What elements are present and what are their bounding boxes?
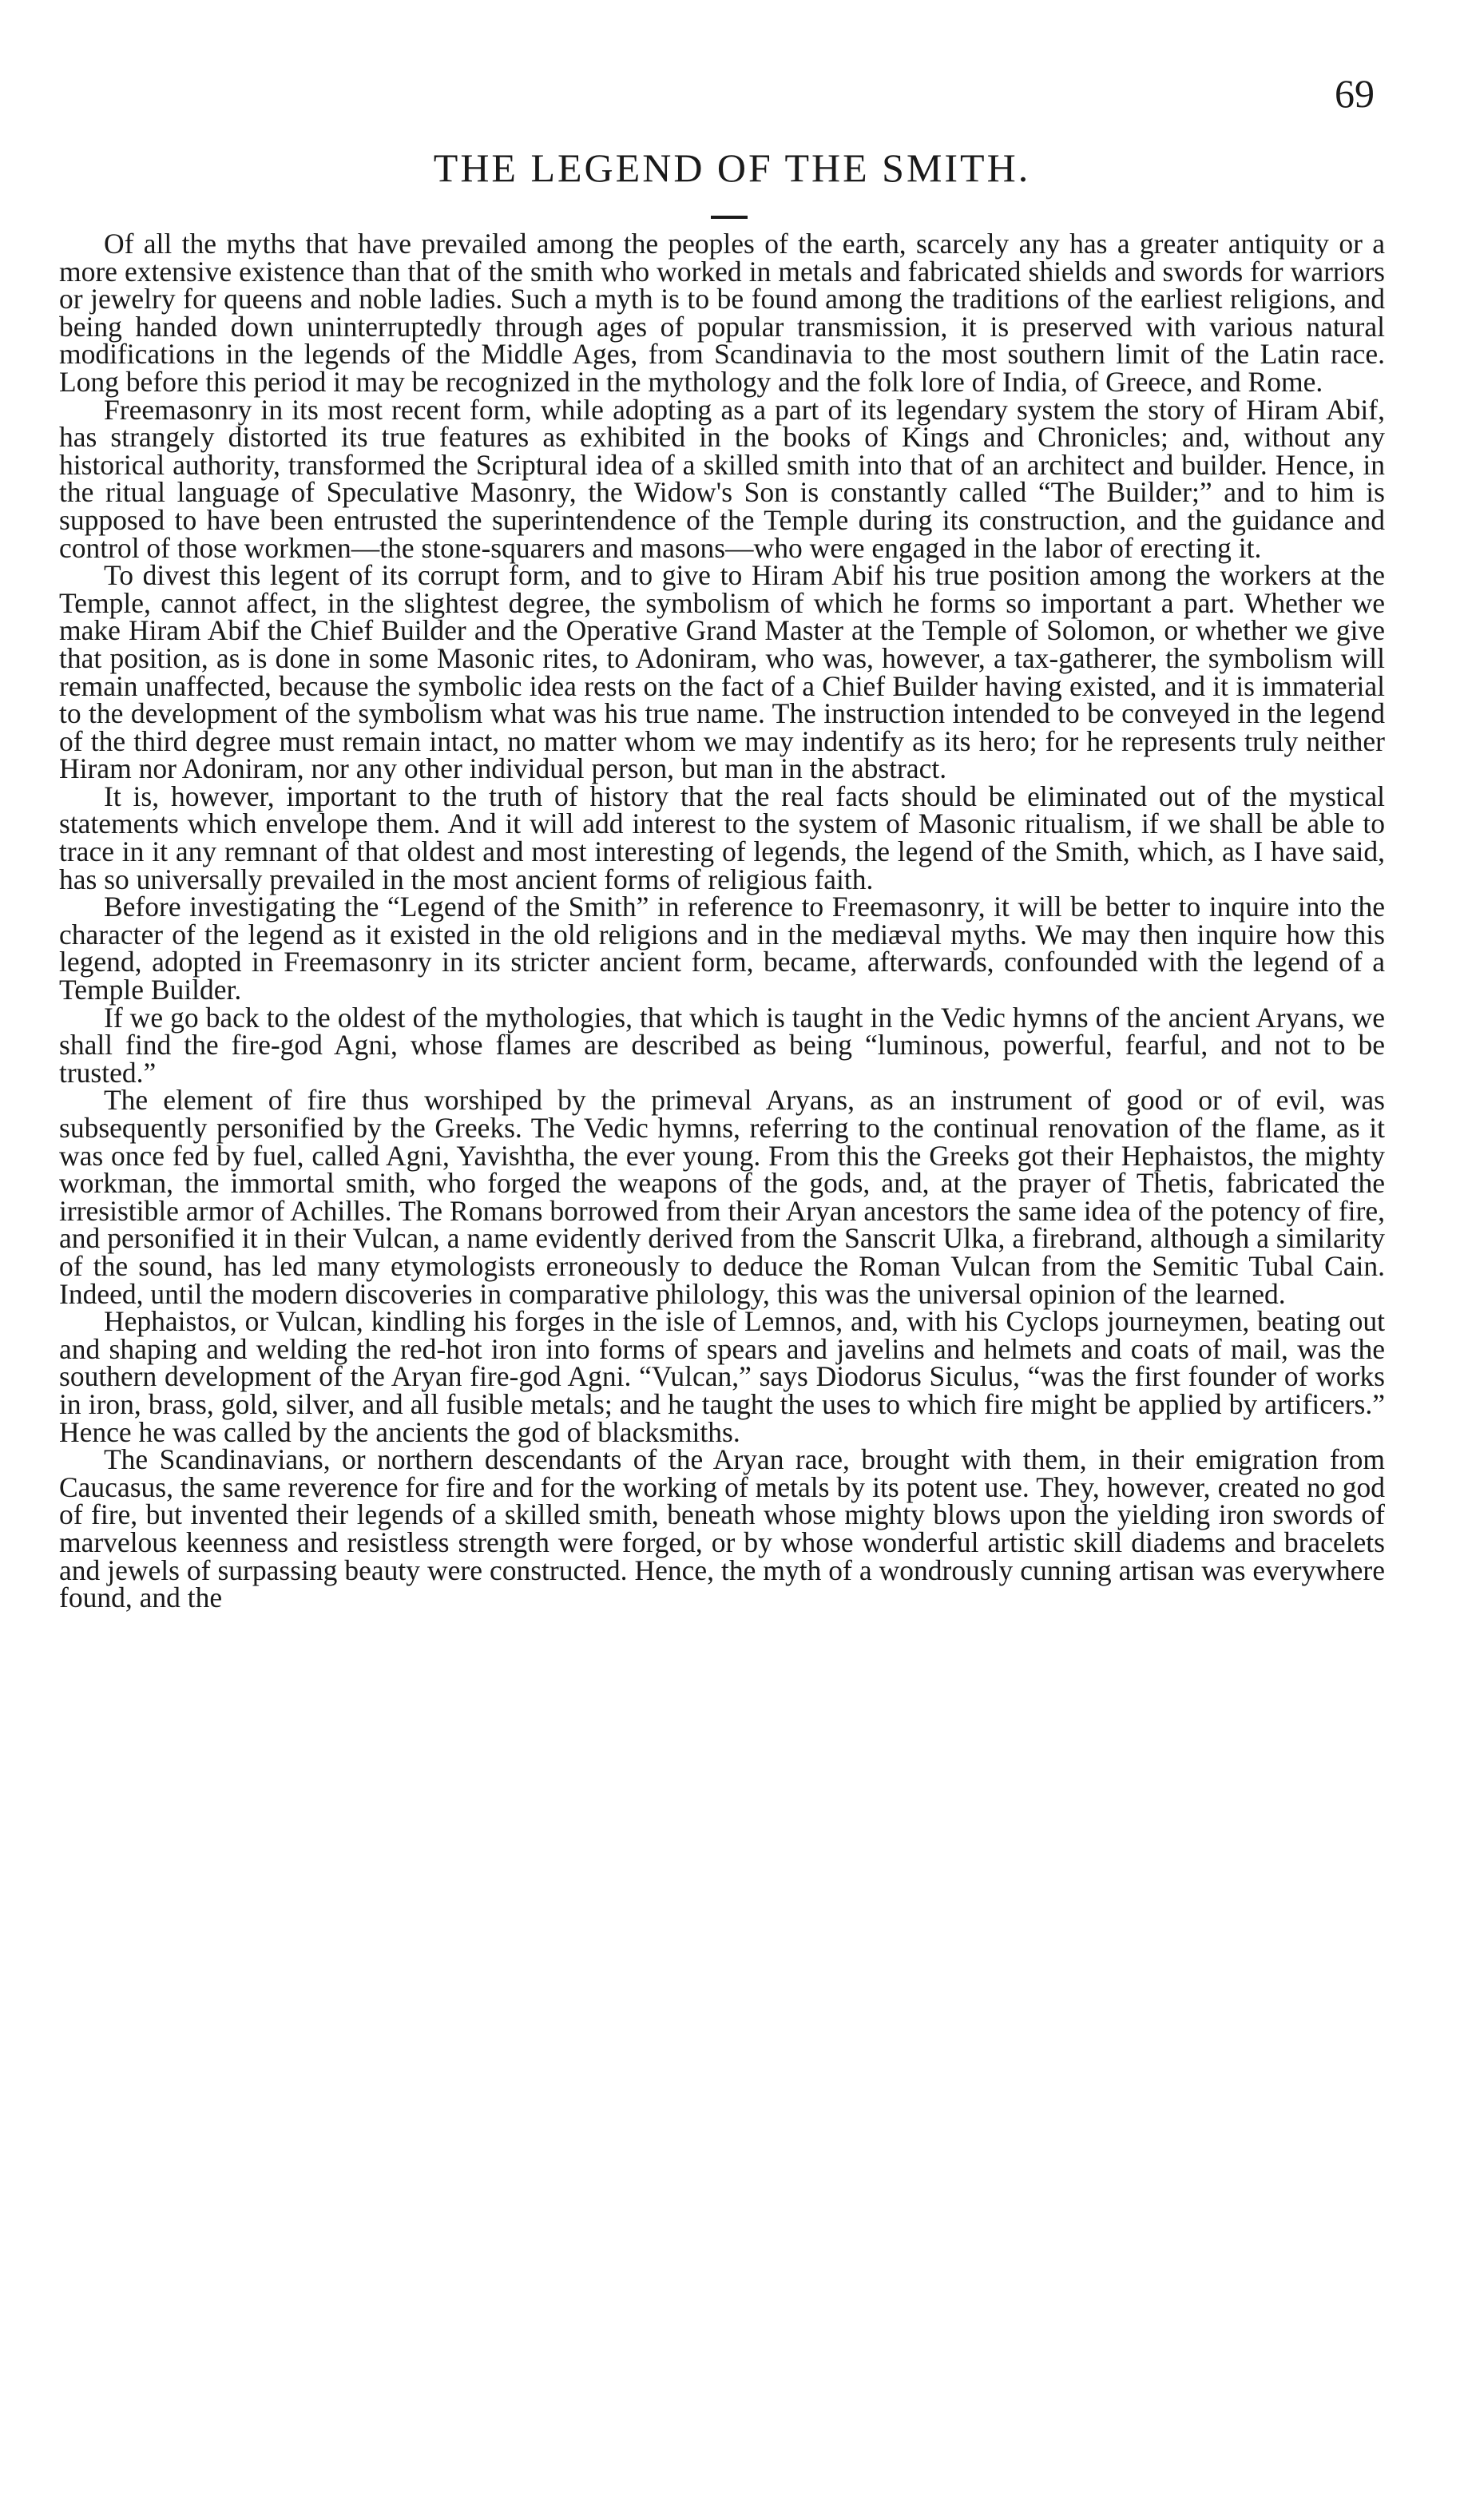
paragraph: Hephaistos, or Vulcan, kindling his forges in the isle of Lemnos, and, with his Cyclops journeymen, beating out and shaping and welding the red-hot iron into forms of spears and javelins and helmets and coats of mail, was the southern development of the Aryan fire-god Agni. “Vulcan,” says Diodorus Siculus, “was the first founder of works in iron, brass, gold, silver, and all fusible metals; and he taught the uses to which fire might be applied by artificers.” Hence he was called by the ancients the god of blacksmiths. [59,1305,1385,1448]
title-rule [711,216,748,219]
paragraph: To divest this legent of its corrupt form, and to give to Hiram Abif his true position among the workers at the Temple, cannot affect, in the slightest degree, the symbolism of which he forms so important a part. Whether we make Hiram Abif the Chief Builder and the Operative Grand Master at the Temple of Solomon, or whether we give that position, as is done in some Masonic rites, to Adoniram, who was, however, a tax-gatherer, the symbolism will remain unaffected, because the symbolic idea rests on the fact of a Chief Builder having existed, and it is immaterial to the development of the symbolism what was his true name. The instruction intended to be conveyed in the legend of the third degree must remain intact, no matter whom we may indentify as its hero; for he represents truly neither Hiram nor Adoniram, nor any other individual person, but man in the abstract. [59,559,1385,785]
paragraph: The element of fire thus worshiped by the primeval Aryans, as an instrument of good or of evil, was subsequently personified by the Greeks. The Vedic hymns, referring to the continual renovation of the flame, as it was once fed by fuel, called Agni, Yavishtha, the ever young. From this the Greeks got their Hephaistos, the mighty workman, the immortal smith, who forged the weapons of the gods, and, at the prayer of Thetis, fabricated the irresistible armor of Achilles. The Romans borrowed from their Aryan ancestors the same idea of the potency of fire, and personified it in their Vulcan, a name evidently derived from the Sanscrit Ulka, a firebrand, although a similarity of the sound, has led many etymologists erroneously to deduce the Roman Vulcan from the Semitic Tubal Cain. Indeed, until the modern discoveries in comparative philology, this was the universal opinion of the learned. [59,1084,1385,1310]
paragraph: Of all the myths that have prevailed among the peoples of the earth, scarcely any has a greater antiquity or a more extensive existence than that of the smith who worked in metals and fabricated shields and swords for warriors or jewelry for queens and noble ladies. Such a myth is to be found among the traditions of the earliest religions, and being handed down uninterruptedly through ages of popular transmission, it is preserved with various natural modifications in the legends of the Middle Ages, from Scandinavia to the most southern limit of the Latin race. Long before this period it may be recognized in the mythology and the folk lore of India, of Greece, and Rome. [59,228,1385,398]
paragraph: If we go back to the oldest of the mythologies, that which is taught in the Vedic hymns of the ancient Aryans, we shall find the fire-god Agni, whose flames are described as being “luminous, powerful, fearful, and not to be trusted.” [59,1001,1385,1089]
body-text [59,230,1385,1612]
paragraph: The Scandinavians, or northern descendants of the Aryan race, brought with them, in their emigration from Caucasus, the same reverence for fire and for the working of metals by its potent use. They, however, created no god of fire, but invented their legends of a skilled smith, beneath whose mighty blows upon the yielding iron swords of marvelous keenness and resistless strength were forged, or by whose wonderful artistic skill diadems and bracelets and jewels of surpassing beauty were constructed. Hence, the myth of a wondrously cunning artisan was everywhere found, and the [59,1443,1385,1614]
paragraph: Before investigating the “Legend of the Smith” in reference to Freemasonry, it will be better to inquire into the character of the legend as it existed in the old religions and in the mediæval myths. We may then inquire how this legend, adopted in Freemasonry in its stricter ancient form, became, afterwards, confounded with the legend of a Temple Builder. [59,891,1385,1006]
chapter-title: THE LEGEND OF THE SMITH. [433,145,1031,190]
paragraph: Freemasonry in its most recent form, while adopting as a part of its legendary system the story of Hiram Abif, has strangely distorted its true features as exhibited in the books of Kings and Chronicles; and, without any historical authority, transformed the Scriptural idea of a skilled smith into that of an architect and builder. Hence, in the ritual language of Speculative Masonry, the Widow's Son is constantly called “The Builder;” and to him is supposed to have been entrusted the superintendence of the Temple during its construction, and the guidance and control of those workmen—the stone-squarers and masons—who were engaged in the labor of erecting it. [59,393,1385,564]
paragraph: It is, however, important to the truth of history that the real facts should be eliminated out of the mystical statements which envelope them. And it will add interest to the system of Masonic ritualism, if we shall be able to trace in it any remnant of that oldest and most interesting of legends, the legend of the Smith, which, as I have said, has so universally prevailed in the most ancient forms of religious faith. [59,780,1385,895]
page-number: 69 [1335,71,1375,116]
